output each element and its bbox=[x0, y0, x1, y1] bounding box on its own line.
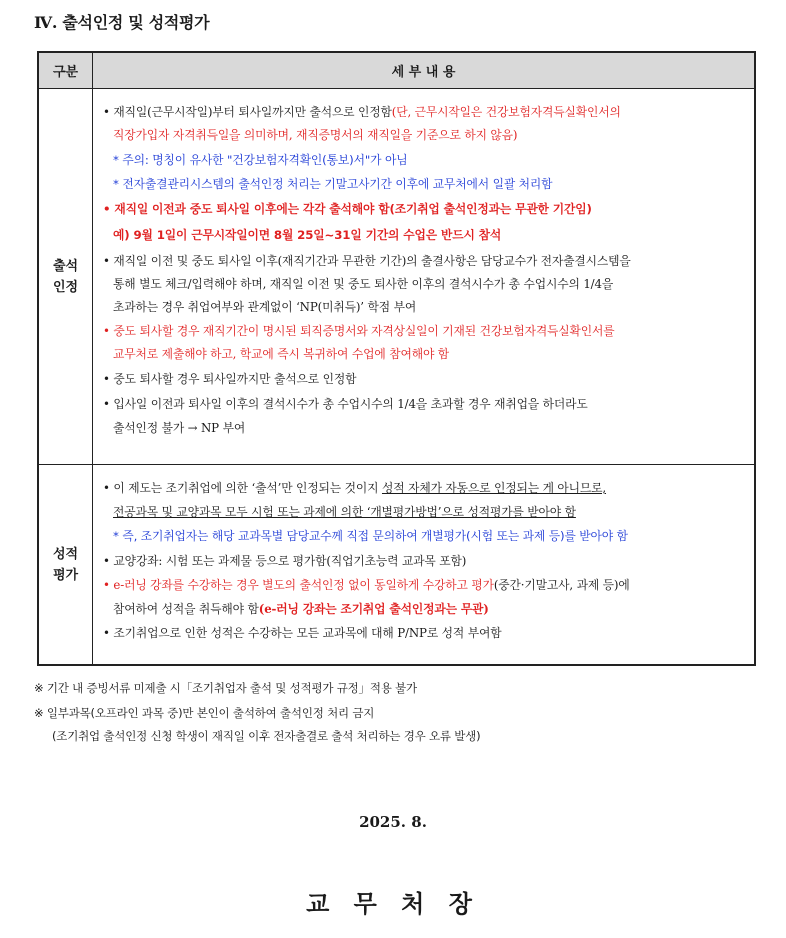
list-item: • 재직일 이전과 중도 퇴사일 이후에는 각각 출석해야 함(조기취업 출석인정과는 무관한 기간임) bbox=[103, 202, 592, 216]
list-item: • 중도 퇴사할 경우 퇴사일까지만 출석으로 인정함 bbox=[103, 372, 357, 386]
list-item: • 이 제도는 조기취업에 의한 ‘출석’만 인정되는 것이지 성적 자체가 자동으로 인정되는 게 아니므로, bbox=[103, 481, 607, 495]
list-item: 전공과목 및 교양과목 모두 시험 또는 과제에 의한 ‘개별평가방법’으로 성적평가를 받아야 함 bbox=[113, 505, 576, 519]
list-item: * 주의: 명칭이 유사한 "건강보험자격확인(통보)서"가 아님 bbox=[113, 153, 408, 167]
category-grading bbox=[38, 465, 93, 666]
table-row-attendance bbox=[38, 89, 755, 465]
list-item: • 재직일 이전 및 중도 퇴사일 이후(재직기간과 무관한 기간)의 출결사항은 담당교수가 전자출결시스템을 bbox=[103, 254, 631, 268]
category-label: 평가 bbox=[52, 567, 79, 583]
list-item: • 중도 퇴사할 경우 재직기간이 명시된 퇴직증명서와 자격상실일이 기재된 건강보험자격득실확인서를 bbox=[103, 324, 615, 338]
list-item: 직장가입자 자격취득일을 의미하며, 재직증명서의 재직일을 기준으로 하지 않음) bbox=[113, 128, 518, 142]
list-item: 참여하여 성적을 취득해야 함(e-러닝 강좌는 조기취업 출석인정과는 무관) bbox=[113, 602, 489, 616]
list-item: • 조기취업으로 인한 성적은 수강하는 모든 교과목에 대해 P/NP로 성적 부여함 bbox=[103, 626, 502, 640]
category-label: 인정 bbox=[52, 279, 79, 295]
list-item: • 입사일 이전과 퇴사일 이후의 결석시수가 총 수업시수의 1/4을 초과할 경우 재취업을 하더라도 bbox=[103, 397, 588, 411]
list-item: 출석인정 불가 → NP 부여 bbox=[113, 421, 246, 435]
category-label: 성적 bbox=[52, 546, 79, 562]
issuing-office: 교 무 처 장 bbox=[306, 889, 480, 918]
header-content: 세 부 내 용 bbox=[93, 52, 756, 89]
list-item: * 즉, 조기취업자는 해당 교과목별 담당교수께 직접 문의하여 개별평가(시험 또는 과제 등)를 받아야 함 bbox=[113, 529, 628, 543]
policy-table bbox=[37, 51, 756, 666]
list-item: • 재직일(근무시작일)부터 퇴사일까지만 출석으로 인정함(단, 근무시작일은 건강보험자격득실확인서의 bbox=[103, 105, 621, 119]
category-attendance bbox=[38, 89, 93, 465]
list-item: 통해 별도 체크/입력해야 하며, 재직일 이전 및 중도 퇴사한 이후의 결석시수가 총 수업시수의 1/4을 bbox=[113, 277, 614, 291]
list-item: * 전자출결관리시스템의 출석인정 처리는 기말고사기간 이후에 교무처에서 일괄 처리함 bbox=[113, 177, 553, 191]
document-date: 2025. 8. bbox=[359, 813, 427, 831]
content-attendance bbox=[93, 89, 756, 465]
list-item: • e-러닝 강좌를 수강하는 경우 별도의 출석인정 없이 동일하게 수강하고 평가(중간·기말고사, 과제 등)에 bbox=[103, 578, 630, 592]
category-label: 출석 bbox=[52, 258, 79, 274]
table-header-row bbox=[38, 52, 755, 89]
note: (조기취업 출석인정 신청 학생이 재직일 이후 전자출결로 출석 처리하는 경우 오류 발생) bbox=[52, 729, 481, 743]
list-item: 초과하는 경우 취업여부와 관계없이 ‘NP(미취득)’ 학점 부여 bbox=[113, 300, 417, 314]
content-grading bbox=[93, 465, 756, 666]
note: ※ 일부과목(오프라인 과목 중)만 본인이 출석하여 출석인정 처리 금지 bbox=[34, 706, 375, 720]
section-title: Ⅳ. 출석인정 및 성적평가 bbox=[34, 13, 210, 32]
note: ※ 기간 내 증빙서류 미제출 시「조기취업자 출석 및 성적평가 규정」적용 불가 bbox=[34, 681, 417, 695]
header-category: 구분 bbox=[38, 52, 93, 89]
list-item: 교무처로 제출해야 하고, 학교에 즉시 복귀하여 수업에 참여해야 함 bbox=[113, 347, 450, 361]
list-item: • 교양강좌: 시험 또는 과제물 등으로 평가함(직업기초능력 교과목 포함) bbox=[103, 554, 467, 568]
table-row-grading bbox=[38, 465, 755, 666]
list-item: 예) 9월 1일이 근무시작일이면 8월 25일~31일 기간의 수업은 반드시 참석 bbox=[113, 228, 502, 242]
